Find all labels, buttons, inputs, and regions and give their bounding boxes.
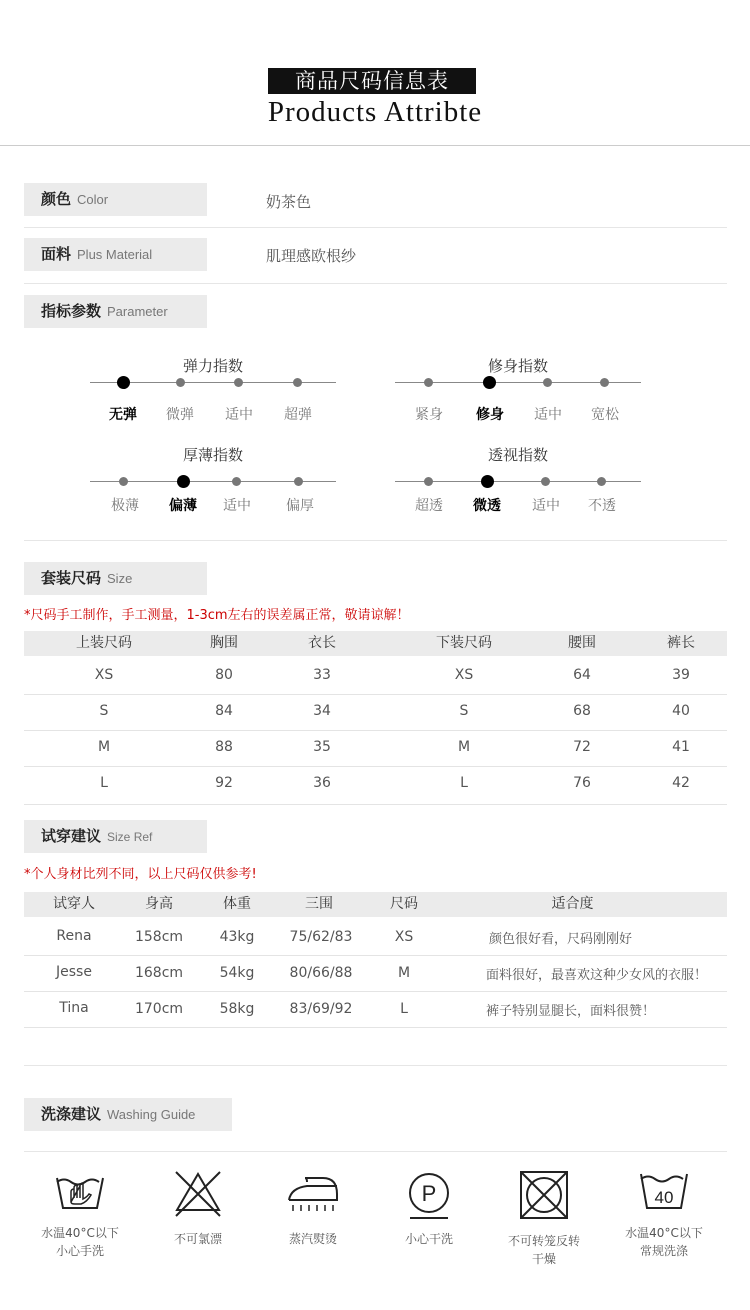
material-value: 肌理感欧根纱 — [266, 247, 357, 265]
wash-item: 蒸汽熨烫 — [258, 1168, 368, 1248]
size-label: 套装尺码 Size — [24, 562, 207, 595]
divider — [24, 1065, 727, 1066]
color-value: 奶茶色 — [266, 193, 312, 211]
wash-item: 40 水温40°C以下 常规洗涤 — [609, 1168, 719, 1260]
size-table-header: 上装尺码 胸围 衣长 下装尺码 腰围 裤长 — [24, 631, 727, 656]
parameter-label: 指标参数 Parameter — [24, 295, 207, 328]
washing-label: 洗涤建议 Washing Guide — [24, 1098, 232, 1131]
dry-clean-icon — [402, 1168, 456, 1222]
tryon-table-header: 试穿人 身高 体重 三围 尺码 适合度 — [24, 892, 727, 917]
title-cn: 商品尺码信息表 — [268, 68, 476, 94]
elasticity-scale: 弹力指数 无弹 微弹 适中 超弹 — [90, 355, 336, 435]
tryon-note: *个人身材比列不同，以上尺码仅供参考! — [24, 867, 257, 882]
divider — [24, 1151, 727, 1152]
wash-item: P 小心干洗 — [374, 1168, 484, 1248]
wash-item: 水温40°C以下 小心手洗 — [25, 1168, 135, 1260]
transparency-scale: 透视指数 超透 微透 适中 不透 — [395, 444, 641, 524]
divider — [24, 227, 727, 228]
size-note: *尺码手工制作，手工测量，1-3cm左右的误差属正常，敬请谅解！ — [24, 608, 410, 623]
thickness-scale: 厚薄指数 极薄 偏薄 适中 偏厚 — [90, 444, 336, 524]
svg-text:P: P — [421, 1181, 437, 1206]
divider — [24, 283, 727, 284]
title-en: Products Attribte — [267, 96, 483, 128]
page-header — [0, 0, 750, 146]
hand-wash-icon — [53, 1168, 107, 1212]
color-label: 颜色 Color — [24, 183, 207, 216]
tryon-label: 试穿建议 Size Ref — [24, 820, 207, 853]
machine-wash-40-icon — [637, 1168, 691, 1212]
fit-scale: 修身指数 紧身 修身 适中 宽松 — [395, 355, 641, 435]
material-label: 面料 Plus Material — [24, 238, 207, 271]
wash-item: 不可转笼反转 干燥 — [489, 1168, 599, 1268]
steam-iron-icon — [285, 1168, 341, 1218]
wash-item: 不可氯漂 — [143, 1168, 253, 1248]
svg-text:40: 40 — [654, 1188, 674, 1207]
divider — [24, 540, 727, 541]
no-tumble-dry-icon — [517, 1168, 571, 1220]
no-bleach-icon — [171, 1168, 225, 1218]
